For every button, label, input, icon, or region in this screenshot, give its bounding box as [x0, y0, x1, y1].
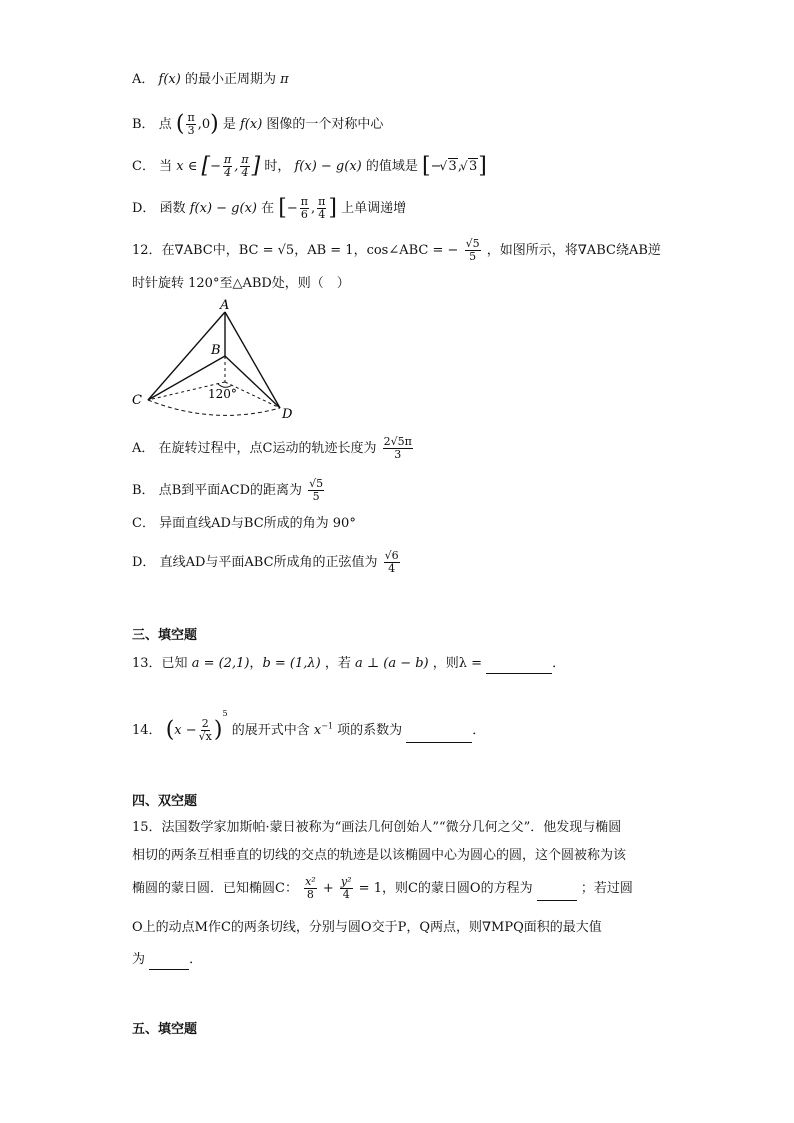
- label-A: A: [220, 298, 230, 313]
- frac-den: 8: [306, 888, 314, 901]
- q15-line4: O上的动点M作C的两条切线，分别与圆O交于P，Q两点，则∇MPQ面积的最大值: [132, 920, 602, 935]
- stem-text: ，如图所示，将∇ABC绕AB逆: [486, 243, 661, 258]
- answer-blank[interactable]: [406, 728, 472, 743]
- math-fx: f(x): [239, 117, 263, 132]
- q15-line5: [132, 950, 202, 970]
- frac-den: √x: [198, 730, 212, 743]
- math-paren: (: [175, 111, 185, 137]
- option-label: A．: [132, 441, 155, 456]
- option-label: A．: [132, 72, 155, 87]
- stem-text: 12．在∇ABC中，BC = √5，AB = 1，cos∠ABC = −: [132, 243, 459, 258]
- q11-option-a: [132, 70, 289, 90]
- math-frac: $\frac{\pi}{3}$: [187, 111, 195, 137]
- math-frac: [384, 550, 400, 575]
- q12-stem-line1: [132, 238, 661, 263]
- math-condition: a ⊥ (a − b): [355, 656, 429, 671]
- frac-num: √5: [465, 237, 480, 250]
- q14: [132, 704, 485, 743]
- stem-text: ；若过圆: [580, 881, 633, 896]
- math-pi: π: [280, 72, 289, 87]
- math-fx-gx: f(x) − g(x): [294, 159, 362, 174]
- q12-option-a: [132, 436, 415, 461]
- frac-num: 2√5π: [383, 435, 412, 448]
- math-paren: ): [213, 717, 223, 743]
- option-text: 在旋转过程中，点C运动的轨迹长度为: [158, 441, 377, 456]
- answer-blank-2[interactable]: [149, 955, 189, 970]
- option-text: 直线AD与平面ABC所成角的正弦值为: [159, 555, 378, 570]
- frac-den: 4: [342, 888, 350, 901]
- math-range: [−√ 3,√ 3]: [422, 159, 487, 174]
- separator: ，: [249, 656, 263, 671]
- q12-option-c: [132, 514, 356, 534]
- exponent: 5: [222, 709, 228, 718]
- option-label: B．: [132, 483, 155, 498]
- option-text: 函数: [159, 201, 186, 216]
- option-text: 上单调递增: [341, 201, 407, 216]
- math-term: x: [313, 723, 322, 738]
- q12-stem-line2: [132, 274, 350, 294]
- stem-text: 椭圆的蒙日圆．已知椭圆C：: [132, 881, 298, 896]
- option-text: 当: [159, 159, 173, 174]
- math-fx-gx: f(x) − g(x): [189, 201, 257, 216]
- stem-text: = 1，则C的蒙日圆O的方程为: [358, 881, 533, 896]
- option-label: B．: [132, 117, 155, 132]
- vector-a: a = (2,1): [191, 656, 250, 671]
- q12-option-d: [132, 550, 402, 575]
- option-text: 时，: [264, 159, 291, 174]
- label-D: D: [282, 407, 293, 422]
- stem-text: 项的系数为: [337, 723, 403, 738]
- q13: [132, 654, 565, 674]
- stem-text: 13．已知: [132, 656, 188, 671]
- answer-blank[interactable]: [486, 659, 552, 674]
- frac-den: 4: [388, 562, 396, 575]
- stem-text: ，若: [324, 656, 351, 671]
- q15-line1: 15．法国数学家加斯帕·蒙日被称为“画法几何创始人”“微分几何之父”．他发现与椭圆: [132, 820, 622, 835]
- math-frac: [308, 478, 324, 503]
- math-paren: (: [165, 717, 175, 743]
- q11-option-d: [132, 196, 406, 221]
- frac-den: 3: [394, 448, 402, 461]
- math-frac: [383, 436, 413, 461]
- option-label: D．: [132, 201, 156, 216]
- frac-num: 2: [201, 717, 209, 730]
- frac-num: x²: [305, 875, 316, 888]
- option-text: 的值域是: [365, 159, 418, 174]
- question-number: 14．: [132, 723, 162, 738]
- section-title: 五、填空题: [132, 1022, 198, 1037]
- math-fx: f(x): [158, 72, 181, 87]
- option-text: 点: [158, 117, 172, 132]
- math-frac: [340, 876, 353, 901]
- math-frac: [304, 876, 317, 901]
- frac-den: 5: [312, 490, 320, 503]
- option-text: 异面直线AD与BC所成的角为 90°: [159, 516, 356, 531]
- angle-label: 120°: [208, 387, 237, 401]
- option-label: C．: [132, 516, 155, 531]
- option-label: C．: [132, 159, 155, 174]
- q15-line2: 相切的两条互相垂直的切线的交点的轨迹是以该椭圆中心为圆心的圆，这个圆被称为该: [132, 848, 627, 863]
- section-title: 三、填空题: [132, 628, 198, 643]
- option-text: 点B到平面ACD的距离为: [158, 483, 303, 498]
- stem-text: 时针旋转 120°至△ABD处，则（ ）: [132, 276, 350, 291]
- rotation-figure: [128, 298, 308, 424]
- option-text: 是: [222, 117, 236, 132]
- math-frac: [199, 718, 212, 743]
- punct: ．: [189, 952, 203, 967]
- vector-b: b = (1,λ): [262, 656, 321, 671]
- punct: ．: [472, 723, 486, 738]
- answer-blank-1[interactable]: [537, 886, 577, 901]
- math-frac: [465, 238, 481, 263]
- punct: ．: [552, 656, 566, 671]
- rotation-arc: [148, 400, 280, 415]
- frac-num: y²: [340, 875, 352, 888]
- section-title: 四、双空题: [132, 794, 198, 809]
- q15-line3: [132, 876, 633, 901]
- math-expr: x −: [174, 723, 197, 738]
- stem-text: 的展开式中含: [231, 723, 310, 738]
- label-B: B: [211, 343, 221, 358]
- exponent: −1: [321, 721, 333, 731]
- option-text: 的最小正周期为: [184, 72, 276, 87]
- q11-option-b: B． 点 ( $\frac{\pi}{3}$ ,0) 是 f(x) 图像的一个对称中心: [132, 111, 384, 137]
- stem-text: 为: [132, 952, 146, 967]
- frac-den: 5: [469, 250, 477, 263]
- frac-num: √6: [384, 549, 399, 562]
- q11-option-c: [132, 154, 487, 179]
- math-interval: [− $\frac{\pi}{6}$ , $\frac{\pi}{4}$ ]: [278, 195, 337, 221]
- math-interval: x ∈ [− $\frac{\pi}{4}$ , $\frac{\pi}{4}$ ]: [176, 153, 261, 179]
- option-text: 图像的一个对称中心: [266, 117, 384, 132]
- option-label: D．: [132, 555, 156, 570]
- frac-num: √5: [309, 477, 324, 490]
- option-text: 在: [261, 201, 275, 216]
- math-paren: ): [210, 111, 219, 137]
- label-C: C: [132, 393, 142, 408]
- math-op: +: [322, 881, 334, 896]
- stem-text: ，则λ =: [432, 656, 483, 671]
- q12-option-b: [132, 478, 326, 503]
